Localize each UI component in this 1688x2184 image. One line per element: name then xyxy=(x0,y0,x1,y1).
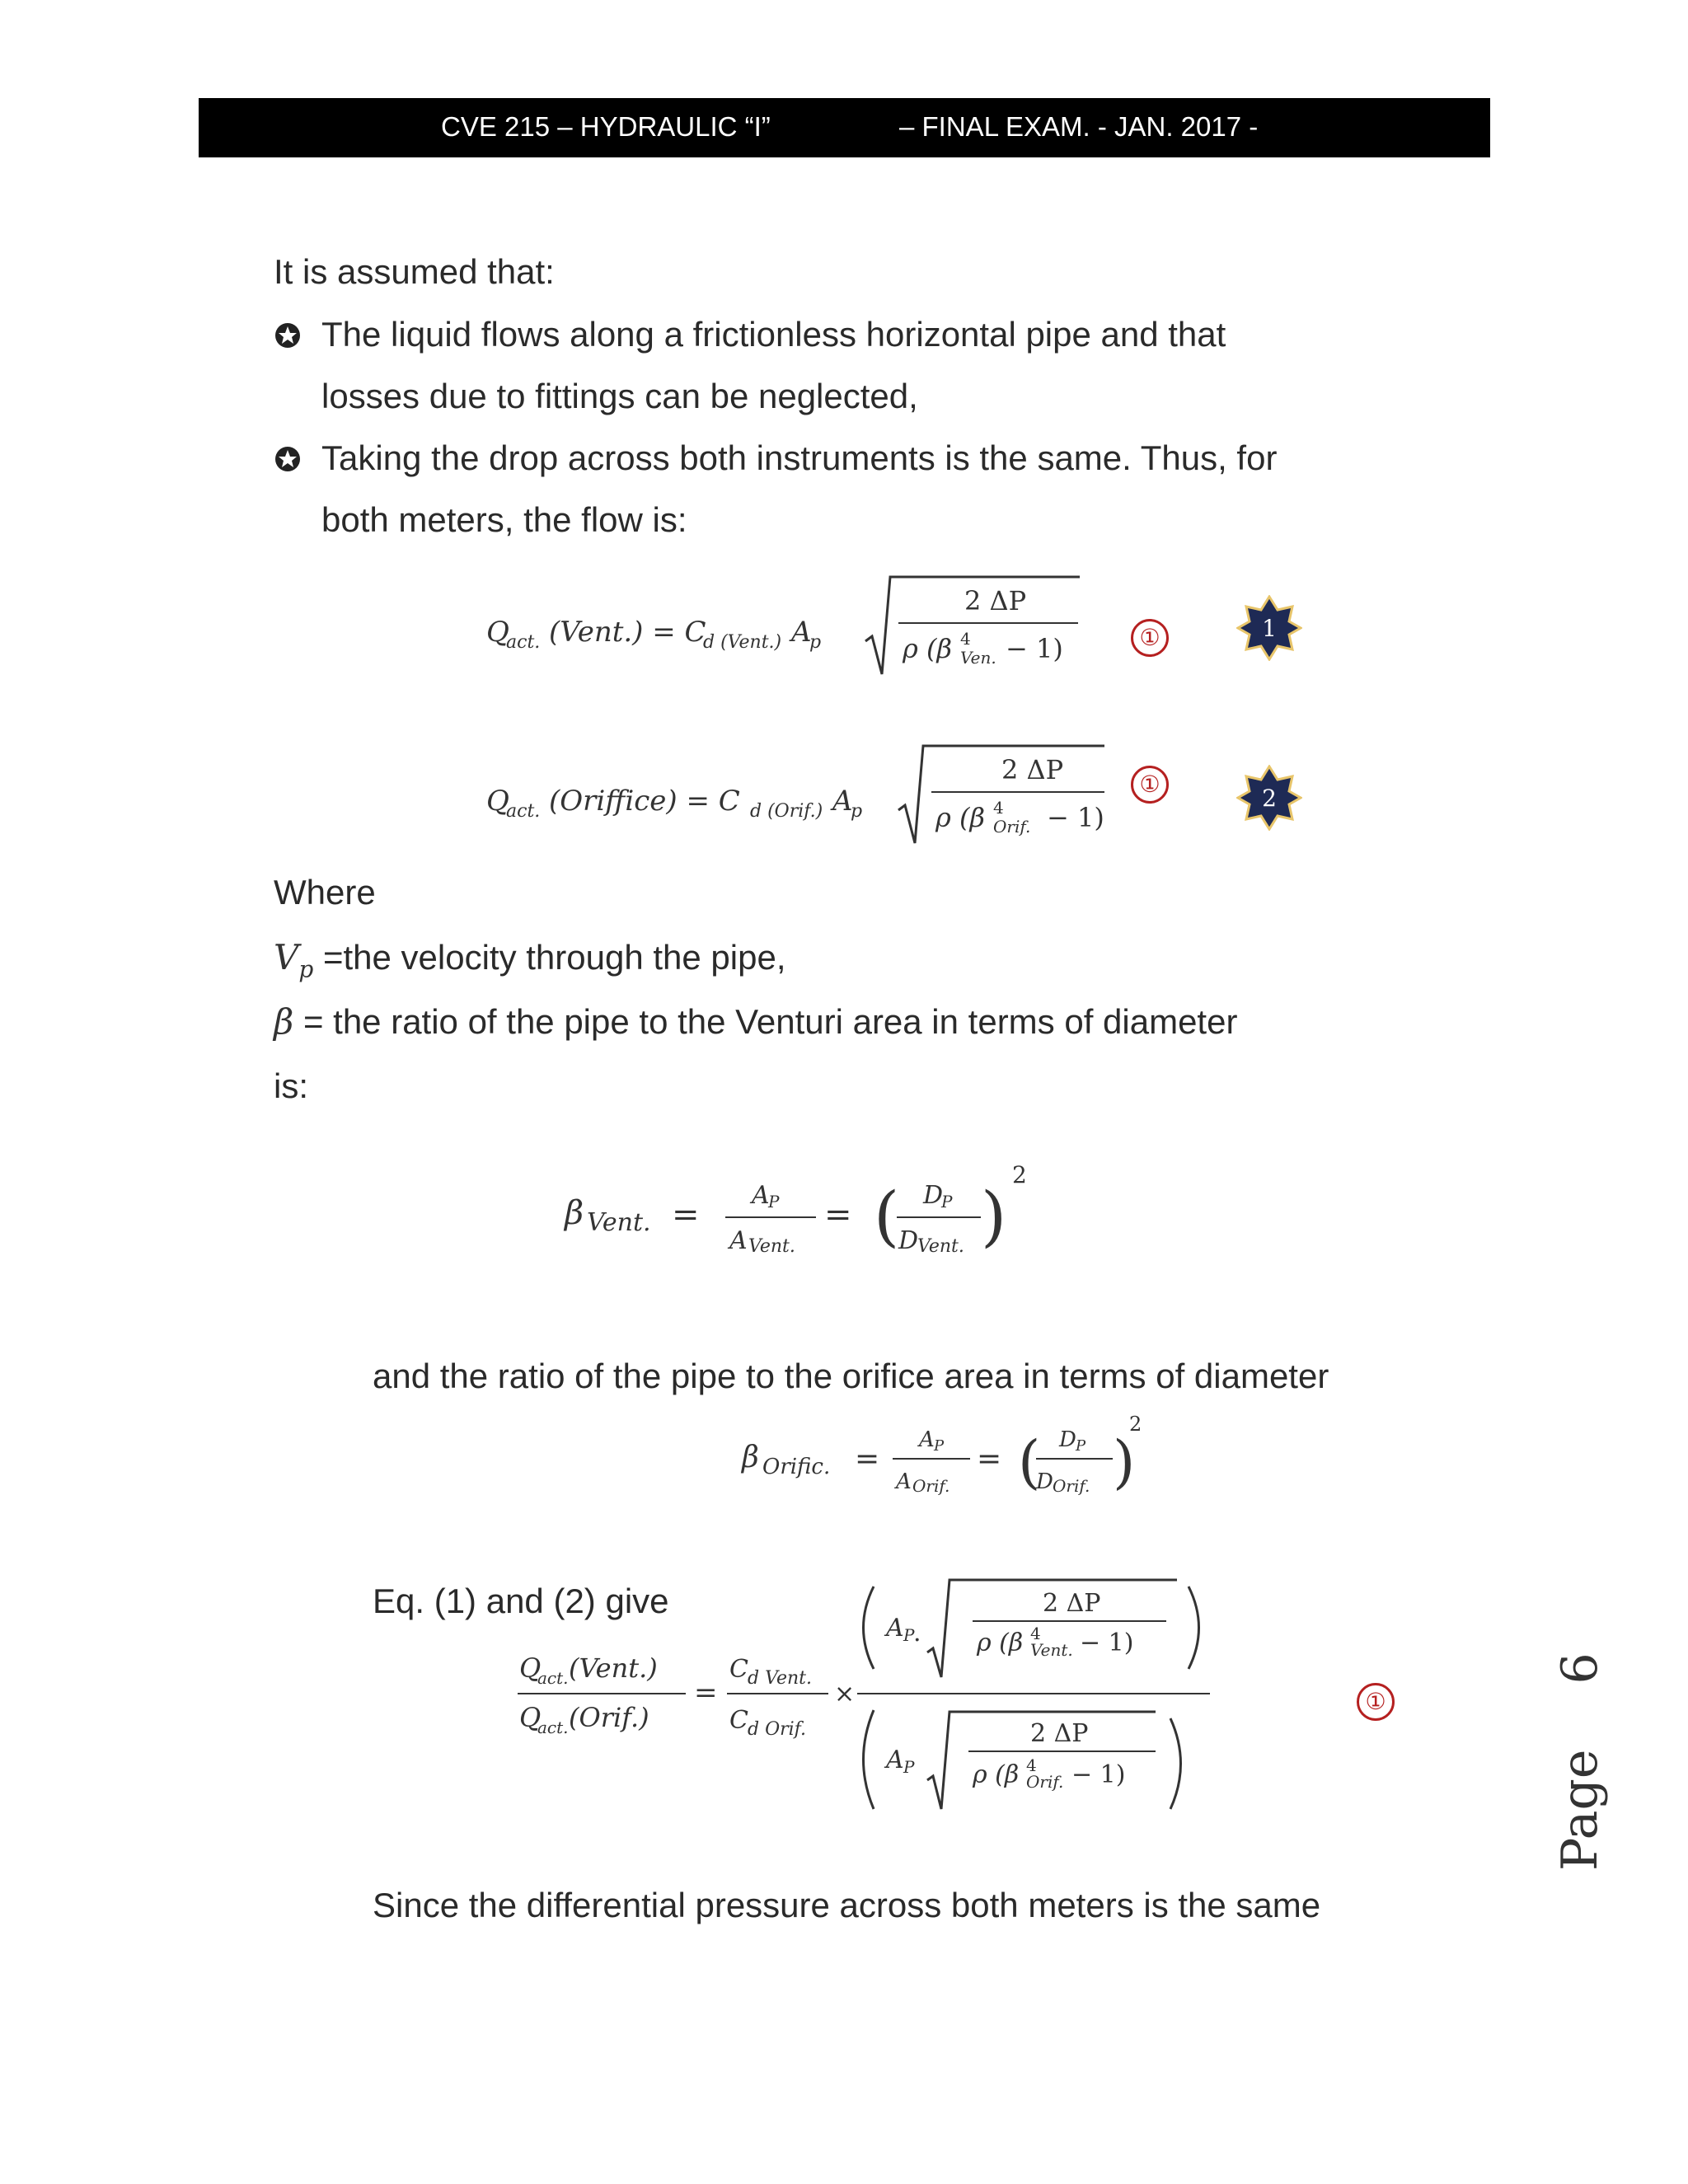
equation-ratio xyxy=(511,1570,1220,1834)
svg-text:(: ( xyxy=(1018,1428,1041,1496)
eq-give-text: Eq. (1) and (2) give xyxy=(373,1582,669,1620)
svg-text:P: P xyxy=(903,1625,915,1645)
circled-mark: ① xyxy=(1131,619,1169,657)
svg-text:act.: act. xyxy=(537,1668,569,1688)
svg-text:A: A xyxy=(832,785,853,818)
since-text: Since the differential pressure across both meters is the same xyxy=(373,1886,1321,1924)
svg-text:Orif.: Orif. xyxy=(1053,1476,1090,1496)
svg-text:=: = xyxy=(672,1196,700,1234)
svg-text:Orif.: Orif. xyxy=(1026,1772,1064,1792)
svg-text:4: 4 xyxy=(960,629,971,649)
svg-text:D: D xyxy=(898,1226,919,1255)
svg-text:=: = xyxy=(694,1676,718,1709)
svg-text:2 ΔP: 2 ΔP xyxy=(1001,754,1064,785)
svg-text:− 1): − 1) xyxy=(1071,1760,1126,1789)
svg-text:− 1): − 1) xyxy=(1047,802,1104,833)
svg-text:Vent.: Vent. xyxy=(917,1236,964,1257)
svg-text:4: 4 xyxy=(993,798,1004,818)
svg-text:=: = xyxy=(824,1196,852,1234)
svg-text:ρ (β: ρ (β xyxy=(973,1760,1020,1789)
intro-text: It is assumed that: xyxy=(274,252,555,291)
page-number: 6 xyxy=(1551,1652,1609,1685)
svg-text:Orif.: Orif. xyxy=(993,817,1031,837)
svg-text:(: ( xyxy=(874,1178,900,1254)
svg-text:d (Orif.): d (Orif.) xyxy=(750,801,823,822)
circled-mark: ① xyxy=(1131,766,1169,804)
svg-text:P: P xyxy=(768,1192,780,1212)
svg-text:p: p xyxy=(809,632,822,653)
svg-text:4: 4 xyxy=(1030,1624,1041,1643)
badge-1-number: 1 xyxy=(1262,615,1277,642)
svg-text:ρ (β: ρ (β xyxy=(903,633,952,664)
badge-2-icon xyxy=(1236,765,1302,831)
star-bullet-icon xyxy=(274,321,302,349)
svg-text:P: P xyxy=(1076,1437,1086,1455)
svg-text:(Oriffice) = C: (Oriffice) = C xyxy=(549,785,740,818)
svg-text:D: D xyxy=(923,1181,944,1210)
svg-text:A: A xyxy=(752,1181,770,1210)
svg-text:A: A xyxy=(896,1469,912,1494)
badge-2-number: 2 xyxy=(1262,785,1277,812)
bullet-line: Taking the drop across both instruments is the same. Thus, for xyxy=(321,438,1278,477)
svg-text:act.: act. xyxy=(537,1718,569,1737)
where-title: Where xyxy=(274,873,376,912)
svg-text:A: A xyxy=(886,1614,904,1643)
svg-text:2: 2 xyxy=(1012,1161,1027,1188)
svg-text:p: p xyxy=(851,801,863,822)
svg-text:C: C xyxy=(729,1655,748,1684)
svg-text:A: A xyxy=(919,1427,935,1452)
bullet-line: The liquid flows along a frictionless horizontal pipe and that xyxy=(321,315,1226,354)
svg-text:2 ΔP: 2 ΔP xyxy=(964,585,1027,616)
svg-text:2 ΔP: 2 ΔP xyxy=(1030,1719,1089,1748)
svg-text:=: = xyxy=(977,1442,1002,1476)
svg-text:(Vent.) = C: (Vent.) = C xyxy=(549,616,706,649)
svg-text:4: 4 xyxy=(1026,1755,1037,1775)
svg-text:): ) xyxy=(1113,1428,1136,1496)
svg-text:Orif.: Orif. xyxy=(912,1476,950,1496)
exam-title: – FINAL EXAM. - JAN. 2017 - xyxy=(899,111,1259,142)
svg-text:P: P xyxy=(903,1757,915,1777)
bullet-line: both meters, the flow is: xyxy=(321,500,687,539)
svg-text:C: C xyxy=(729,1706,748,1735)
svg-text:=: = xyxy=(855,1442,880,1476)
svg-text:d Orif.: d Orif. xyxy=(748,1719,807,1740)
beta-description: = the ratio of the pipe to the Venturi area in terms of diameter xyxy=(302,1002,1238,1041)
bullet-line: losses due to fittings can be neglected, xyxy=(321,377,918,415)
svg-text:β: β xyxy=(742,1441,759,1474)
svg-text:Ven.: Ven. xyxy=(960,648,996,668)
svg-text:A: A xyxy=(729,1226,748,1255)
exam-header xyxy=(199,98,1490,157)
svg-text:Orific.: Orific. xyxy=(762,1455,831,1479)
svg-text:− 1): − 1) xyxy=(1080,1629,1134,1657)
svg-text:D: D xyxy=(1036,1469,1053,1494)
equation-orifice xyxy=(478,738,1104,861)
svg-text:Vent.: Vent. xyxy=(1030,1640,1073,1660)
svg-text:d Vent.: d Vent. xyxy=(748,1668,812,1689)
svg-text:A: A xyxy=(886,1746,904,1774)
equation-beta-orifice xyxy=(738,1409,1166,1516)
svg-text:Vent.: Vent. xyxy=(748,1236,795,1257)
orifice-intro: and the ratio of the pipe to the orifice area in terms of diameter xyxy=(373,1357,1329,1395)
svg-text:P: P xyxy=(941,1192,953,1212)
star-bullet-icon xyxy=(274,445,302,473)
svg-text:ρ (β: ρ (β xyxy=(935,802,985,833)
svg-text:D: D xyxy=(1059,1427,1076,1452)
badge-1-icon xyxy=(1236,595,1302,661)
page-word: Page xyxy=(1551,1749,1609,1871)
svg-text:Q: Q xyxy=(519,1652,542,1684)
svg-text:): ) xyxy=(981,1178,1007,1254)
beta-definition: β = the ratio of the pipe to the Venturi area in terms of diameter xyxy=(274,1001,1238,1042)
svg-text:Q: Q xyxy=(486,785,509,818)
equation-beta-venturi xyxy=(560,1158,1055,1273)
svg-text:A: A xyxy=(791,616,812,649)
vp-description: =the velocity through the pipe, xyxy=(322,938,786,977)
svg-text:(Orif.): (Orif.) xyxy=(569,1702,649,1733)
course-title: CVE 215 – HYDRAULIC “I” xyxy=(441,111,771,142)
svg-text:− 1): − 1) xyxy=(1006,633,1063,664)
svg-text:2: 2 xyxy=(1129,1413,1142,1436)
svg-text:β: β xyxy=(565,1194,584,1232)
svg-text:2 ΔP: 2 ΔP xyxy=(1043,1589,1101,1618)
svg-text:P: P xyxy=(934,1437,945,1455)
is-text: is: xyxy=(274,1066,308,1105)
svg-text:.: . xyxy=(913,1619,921,1647)
svg-text:Q: Q xyxy=(486,616,509,649)
svg-text:ρ (β: ρ (β xyxy=(977,1629,1024,1657)
page-label xyxy=(1551,1652,1609,1871)
svg-text:act.: act. xyxy=(506,632,541,653)
svg-text:d (Vent.): d (Vent.) xyxy=(703,632,782,653)
vp-definition: $V_p =the$ velocity through the pipe, xyxy=(274,937,786,983)
svg-text:Q: Q xyxy=(519,1702,542,1733)
circled-mark: ① xyxy=(1357,1683,1395,1721)
svg-text:act.: act. xyxy=(506,801,541,822)
bullet-item xyxy=(274,303,1411,427)
svg-text:Vent.: Vent. xyxy=(587,1208,651,1237)
svg-text:×: × xyxy=(834,1680,856,1708)
bullet-item xyxy=(274,427,1411,551)
svg-text:(Vent.): (Vent.) xyxy=(569,1652,658,1684)
equation-venturi xyxy=(478,569,1104,692)
